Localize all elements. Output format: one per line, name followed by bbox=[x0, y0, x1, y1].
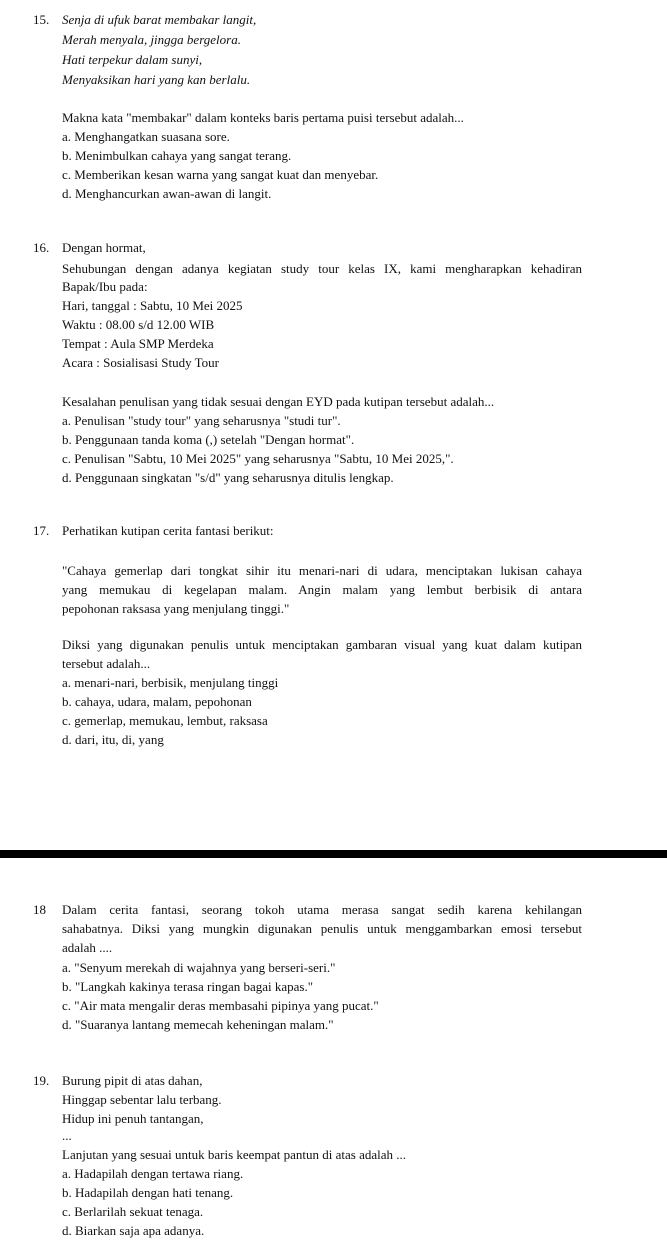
letter-line: Bapak/Ibu pada: bbox=[62, 279, 148, 294]
option-b[interactable]: b. Penggunaan tanda koma (,) setelah "Dengan hormat". bbox=[62, 432, 355, 447]
question-number: 17. bbox=[33, 523, 50, 538]
poem-line: Menyaksikan hari yang kan berlalu. bbox=[62, 72, 251, 87]
question-text: Dalam cerita fantasi, seorang tokoh utama merasa sangat sedih karena kehilangan bbox=[62, 902, 582, 917]
option-a[interactable]: a. Hadapilah dengan tertawa riang. bbox=[62, 1166, 244, 1181]
poem-line: Merah menyala, jingga bergelora. bbox=[62, 32, 241, 47]
option-a[interactable]: a. "Senyum merekah di wajahnya yang berseri-seri." bbox=[62, 960, 336, 975]
option-a[interactable]: a. menari-nari, berbisik, menjulang tinggi bbox=[62, 675, 279, 690]
quote-line: "Cahaya gemerlap dari tongkat sihir itu menari-nari di udara, menciptakan lukisan cahaya bbox=[62, 563, 582, 578]
letter-line: Hari, tanggal : Sabtu, 10 Mei 2025 bbox=[62, 298, 243, 313]
option-b[interactable]: b. Hadapilah dengan hati tenang. bbox=[62, 1185, 234, 1200]
option-c[interactable]: c. Penulisan "Sabtu, 10 Mei 2025" yang seharusnya "Sabtu, 10 Mei 2025,". bbox=[62, 451, 454, 466]
letter-line: Acara : Sosialisasi Study Tour bbox=[62, 355, 220, 370]
question-text: adalah .... bbox=[62, 940, 113, 955]
pantun-line: Hidup ini penuh tantangan, bbox=[62, 1111, 204, 1126]
question-intro: Perhatikan kutipan cerita fantasi berikut: bbox=[62, 523, 274, 538]
option-d[interactable]: d. dari, itu, di, yang bbox=[62, 732, 164, 747]
option-d[interactable]: d. Penggunaan singkatan "s/d" yang seharusnya ditulis lengkap. bbox=[62, 470, 394, 485]
pantun-line: Hinggap sebentar lalu terbang. bbox=[62, 1092, 222, 1107]
question-number: 16. bbox=[33, 240, 50, 255]
option-c[interactable]: c. Berlarilah sekuat tenaga. bbox=[62, 1204, 204, 1219]
poem-line: Hati terpekur dalam sunyi, bbox=[62, 52, 203, 67]
question-text: tersebut adalah... bbox=[62, 656, 151, 671]
question-text: Diksi yang digunakan penulis untuk menciptakan gambaran visual yang kuat dalam kutipan bbox=[62, 637, 582, 652]
question-number: 19. bbox=[33, 1073, 50, 1088]
option-d[interactable]: d. Biarkan saja apa adanya. bbox=[62, 1223, 205, 1238]
letter-line: Tempat : Aula SMP Merdeka bbox=[62, 336, 214, 351]
option-a[interactable]: a. Penulisan "study tour" yang seharusnya "studi tur". bbox=[62, 413, 341, 428]
option-c[interactable]: c. Memberikan kesan warna yang sangat kuat dan menyebar. bbox=[62, 167, 379, 182]
option-b[interactable]: b. "Langkah kakinya terasa ringan bagai kapas." bbox=[62, 979, 314, 994]
letter-line: Waktu : 08.00 s/d 12.00 WIB bbox=[62, 317, 215, 332]
quote-line: yang memukau di kegelapan malam. Angin malam yang lembut berbisik di antara bbox=[62, 582, 582, 597]
option-a[interactable]: a. Menghangatkan suasana sore. bbox=[62, 129, 230, 144]
poem-line: Senja di ufuk barat membakar langit, bbox=[62, 12, 257, 27]
quote-line: pepohonan raksasa yang menjulang tinggi." bbox=[62, 601, 290, 616]
option-d[interactable]: d. "Suaranya lantang memecah keheningan malam." bbox=[62, 1017, 334, 1032]
option-b[interactable]: b. cahaya, udara, malam, pepohonan bbox=[62, 694, 252, 709]
question-text: Makna kata "membakar" dalam konteks baris pertama puisi tersebut adalah... bbox=[62, 110, 464, 125]
option-d[interactable]: d. Menghancurkan awan-awan di langit. bbox=[62, 186, 272, 201]
question-number: 15. bbox=[33, 12, 50, 27]
option-c[interactable]: c. "Air mata mengalir deras membasahi pipinya yang pucat." bbox=[62, 998, 379, 1013]
letter-line: Dengan hormat, bbox=[62, 240, 146, 255]
question-number: 18 bbox=[33, 902, 46, 917]
option-b[interactable]: b. Menimbulkan cahaya yang sangat terang. bbox=[62, 148, 292, 163]
question-text: sahabatnya. Diksi yang mungkin digunakan penulis untuk menggambarkan emosi tersebut bbox=[62, 921, 582, 936]
question-text: Lanjutan yang sesuai untuk baris keempat pantun di atas adalah ... bbox=[62, 1147, 407, 1162]
letter-line: Sehubungan dengan adanya kegiatan study tour kelas IX, kami mengharapkan kehadiran bbox=[62, 261, 582, 276]
option-c[interactable]: c. gemerlap, memukau, lembut, raksasa bbox=[62, 713, 268, 728]
pantun-line: Burung pipit di atas dahan, bbox=[62, 1073, 203, 1088]
question-text: Kesalahan penulisan yang tidak sesuai dengan EYD pada kutipan tersebut adalah... bbox=[62, 394, 495, 409]
page-divider bbox=[0, 850, 667, 858]
pantun-line: ... bbox=[62, 1128, 72, 1143]
